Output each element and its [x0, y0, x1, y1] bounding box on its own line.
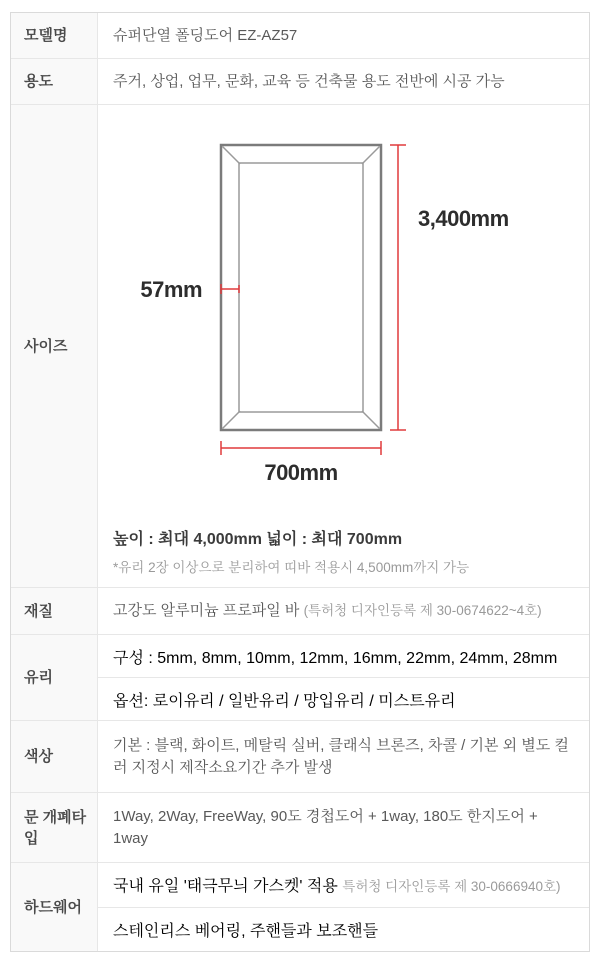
usage-text: 주거, 상업, 업무, 문화, 교육 등 건축물 용도 전반에 시공 가능: [113, 72, 505, 90]
model-name-text: 슈퍼단열 폴딩도어 EZ-AZ57: [113, 26, 298, 44]
row-usage-label: 용도: [11, 59, 98, 104]
row-usage: [11, 59, 589, 105]
row-size: [11, 105, 589, 588]
material-main-text: 고강도 알루미늄 프로파일 바: [113, 602, 300, 619]
frame-inner-rect: [239, 163, 363, 412]
row-glass: [11, 635, 589, 721]
row-door-type-value: [98, 793, 589, 862]
material-text: [113, 600, 574, 622]
row-hardware: [11, 863, 589, 951]
width-dimension-label: 700mm: [264, 460, 338, 485]
size-summary-text: 높이 : 최대 4,000mm 넓이 : 최대 700mm: [113, 531, 403, 548]
width-dimension-line: [221, 441, 381, 455]
hardware-gasket-patent-note: 특허청 디자인등록 제 30-0666940호): [342, 879, 561, 895]
glass-composition-cell: [98, 635, 589, 678]
hardware-gasket-cell: [98, 863, 589, 908]
door-type-text: 1Way, 2Way, FreeWay, 90도 경첩도어 + 1way, 180도 한지도어 + 1way: [113, 807, 538, 847]
row-model-label: 모델명: [11, 13, 98, 58]
profile-width-dimension-line: [221, 284, 239, 294]
color-text: 기본 : 블랙, 화이트, 메탈릭 실버, 클래식 브론즈, 차콜 / 기본 외 별도 컬러 지정시 제작소요기간 추가 발생: [113, 736, 569, 776]
frame-bevel-lines: [223, 147, 380, 429]
row-hardware-label: 하드웨어: [11, 863, 98, 951]
row-size-value: [98, 105, 589, 587]
height-dimension-line: [390, 145, 406, 430]
row-model-value: [98, 13, 589, 58]
glass-options-cell: [98, 678, 589, 720]
row-model: [11, 13, 589, 59]
row-door-type-label: 문 개폐타입: [11, 793, 98, 862]
profile-width-dimension-label: 57mm: [140, 277, 202, 302]
product-spec-table: [10, 12, 590, 952]
row-size-label: 사이즈: [11, 105, 98, 587]
row-color: [11, 721, 589, 793]
material-patent-note: (특허청 디자인등록 제 30-0674622~4호): [303, 603, 542, 618]
height-dimension-label: 3,400mm: [418, 206, 509, 231]
size-note-text: *유리 2장 이상으로 분리하여 띠바 적용시 4,500mm까지 가능: [113, 560, 470, 575]
frame-outer-rect: [221, 145, 381, 430]
glass-composition-text: 구성 : 5mm, 8mm, 10mm, 12mm, 16mm, 22mm, 24mm, 28mm: [113, 649, 558, 667]
row-glass-value: [98, 635, 589, 720]
row-color-label: 색상: [11, 721, 98, 792]
glass-options-text: 옵션: 로이유리 / 일반유리 / 망입유리 / 미스트유리: [113, 692, 456, 710]
row-material-label: 재질: [11, 588, 98, 634]
door-frame-diagram: [98, 105, 589, 505]
row-material-value: [98, 588, 589, 634]
hardware-gasket-text: [113, 873, 561, 896]
row-material: [11, 588, 589, 635]
row-door-type: [11, 793, 589, 863]
hardware-gasket-main: 국내 유일 '태극무늬 가스켓' 적용: [113, 878, 338, 896]
hardware-handles-cell: [98, 908, 589, 952]
row-color-value: [98, 721, 589, 792]
row-hardware-value: [98, 863, 589, 951]
row-glass-label: 유리: [11, 635, 98, 720]
row-usage-value: [98, 59, 589, 104]
hardware-handles-text: 스테인리스 베어링, 주핸들과 보조핸들: [113, 922, 379, 940]
